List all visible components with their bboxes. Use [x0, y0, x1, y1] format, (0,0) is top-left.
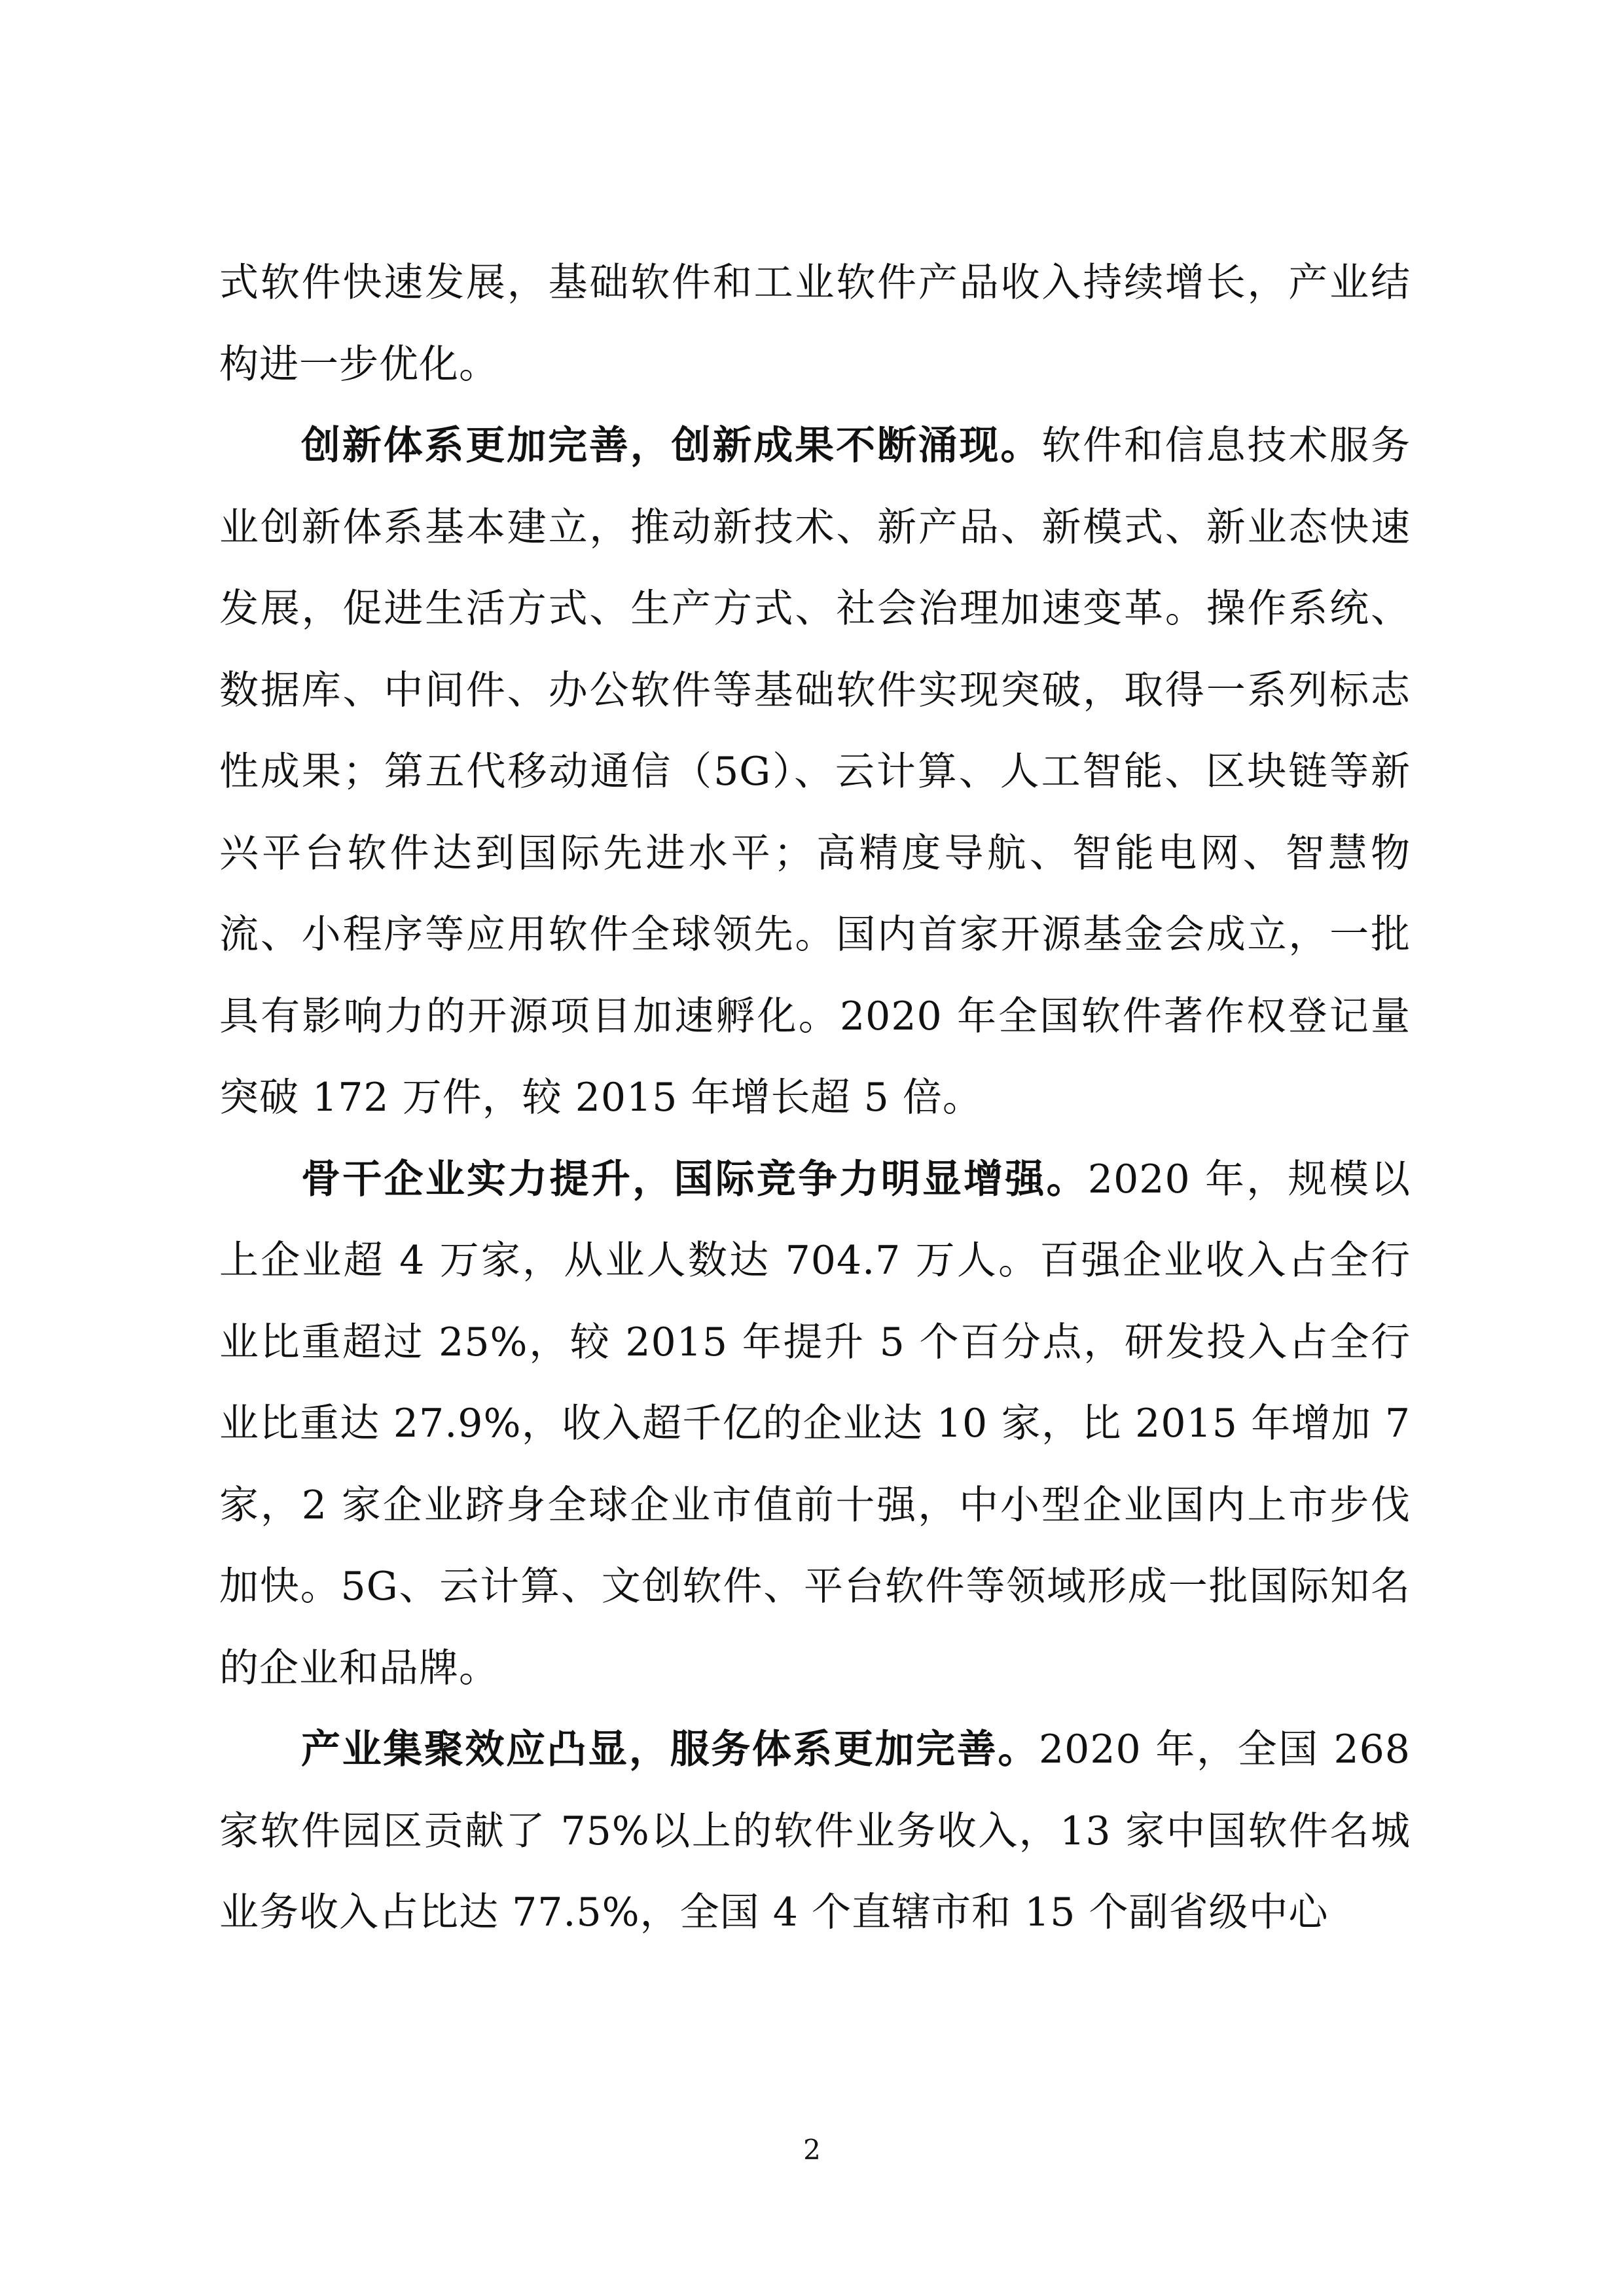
paragraph-3 — [219, 1139, 1411, 1710]
paragraph-4-text: 2020 年，全国 268 家软件园区贡献了 75%以上的软件业务收入，13 家中国软件名城业务收入占比达 77.5%，全国 4 个直辖市和 15 个副省级中心 — [219, 1727, 1411, 1935]
paragraph-3-heading: 骨干企业实力提升，国际竞争力明显增强。 — [301, 1156, 1088, 1202]
paragraph-2-text: 软件和信息技术服务业创新体系基本建立，推动新技术、新产品、新模式、新业态快速发展，促进生活方式、生产方式、社会治理加速变革。操作系统、数据库、中间件、办公软件等基础软件实现突破，取得一系列标志性成果；第五代移动通信（5G）、云计算、人工智能、区块链等新兴平台软件达到国际先进水平；高精度导航、智能电网、智慧物流、小程序等应用软件全球领先。国内首家开源基金会成立，一批具有影响力的开源项目加速孵化。2020 年全国软件著作权登记量突破 172 万件，较 2015 年增长超 5 倍。 — [219, 423, 1411, 1121]
paragraph-1 — [219, 242, 1411, 405]
paragraph-4-heading: 产业集聚效应凸显，服务体系更加完善。 — [301, 1727, 1039, 1772]
paragraph-4 — [219, 1709, 1411, 1954]
paragraph-1-text: 式软件快速发展，基础软件和工业软件产品收入持续增长，产业结构进一步优化。 — [219, 260, 1411, 387]
body-text — [219, 242, 1411, 1954]
paragraph-2-heading: 创新体系更加完善，创新成果不断涌现。 — [301, 423, 1042, 469]
paragraph-2 — [219, 405, 1411, 1139]
paragraph-3-text: 2020 年，规模以上企业超 4 万家，从业人数达 704.7 万人。百强企业收入占全行业比重超过 25%，较 2015 年提升 5 个百分点，研发投入占全行业比重达 27.9%，收入超千亿的企业达 10 家，比 2015 年增加 7 家，2 家企业跻身全球企业市值前十强，中小型企业国内上市步伐加快。5G、云计算、文创软件、平台软件等领域形成一批国际知名的企业和品牌。 — [219, 1156, 1411, 1691]
page-number: 2 — [803, 2134, 821, 2166]
